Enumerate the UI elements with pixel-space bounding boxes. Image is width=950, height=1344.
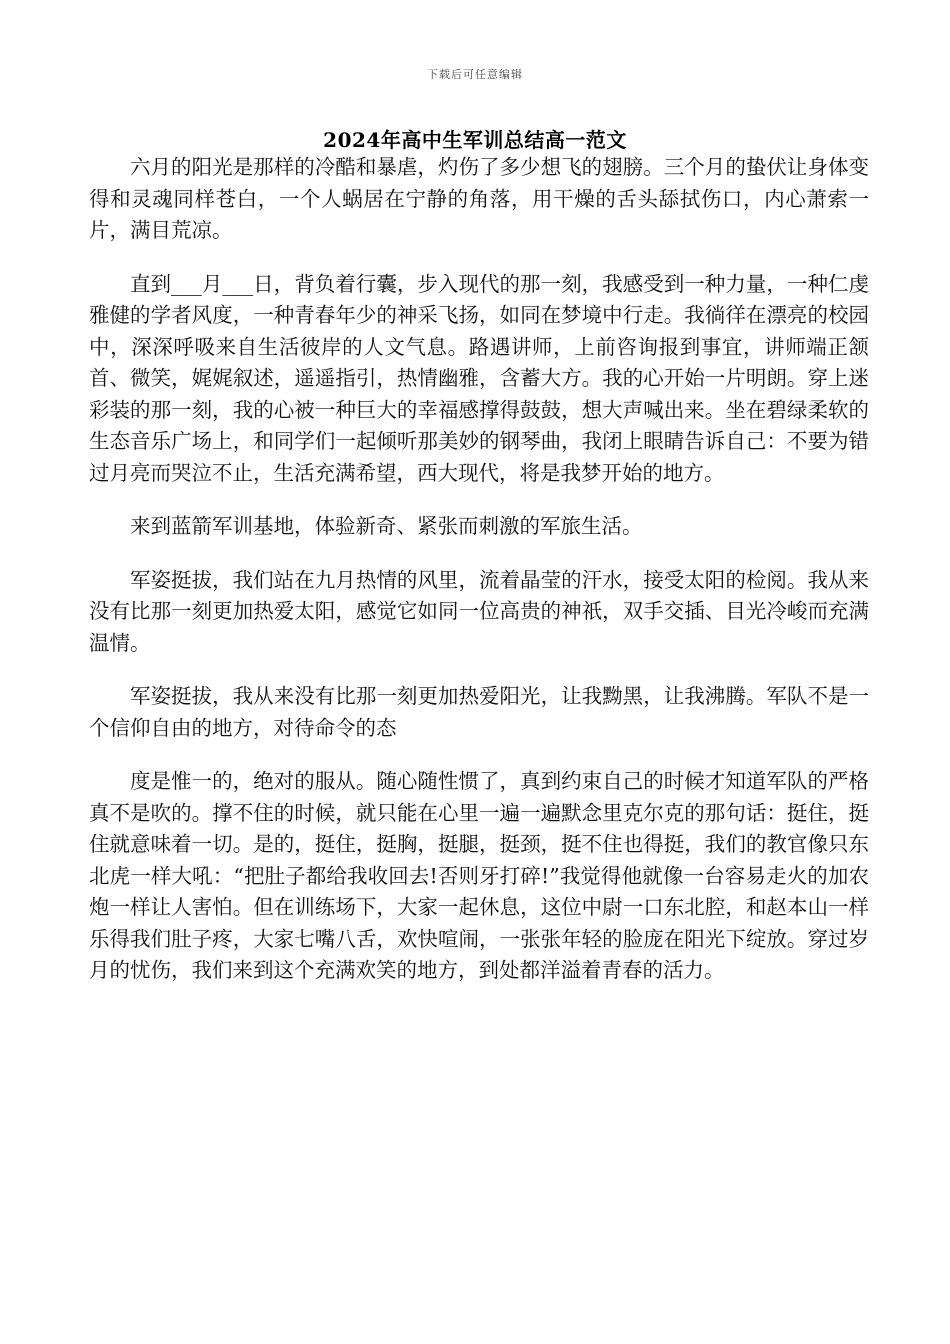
paragraph-5: 军姿挺拔，我从来没有比那一刻更加热爱阳光，让我黝黑，让我沸腾。军队不是一个信仰自由的地方，对待命令的态 — [89, 684, 869, 740]
paragraph-6: 度是惟一的，绝对的服从。随心随性惯了，真到约束自己的时候才知道军队的严格真不是吹的。撑不住的时候，就只能在心里一遍一遍默念里克尔克的那句话：挺住，挺住就意味着一切。是的，挺住，挺胸，挺腿，挺颈，挺不住也得挺，我们的教官像只东北虎一样大吼：“把肚子都给我收回去!否则牙打碎!”我觉得他就像一台容易走火的加农炮一样让人害怕。但在训练场下，大家一起休息，这位中尉一口东北腔，和赵本山一样乐得我们肚子疼，大家七嘴八舌，欢快喧闹，一张张年轻的脸庞在阳光下绽放。穿过岁月的忧伤，我们来到这个充满欢笑的地方，到处都洋溢着青春的活力。 — [89, 769, 869, 982]
paragraph-3: 来到蓝箭军训基地，体验新奇、紧张而刺激的军旅生活。 — [130, 514, 643, 538]
paragraph-2: 直到___月___日，背负着行囊，步入现代的那一刻，我感受到一种力量，一种仁虔雅健的学者风度，一种青春年少的神采飞扬，如同在梦境中行走。我徜徉在漂亮的校园中，深深呼吸来自生活彼岸的人文气息。路遇讲师，上前咨询报到事宜，讲师端正颔首、微笑，娓娓叙述，遥遥指引，热情幽雅，含蓄大方。我的心开始一片明朗。穿上迷彩装的那一刻，我的心被一种巨大的幸福感撑得鼓鼓，想大声喊出来。坐在碧绿柔软的生态音乐广场上，和同学们一起倾听那美妙的钢琴曲，我闭上眼睛告诉自己：不要为错过月亮而哭泣不止，生活充满希望，西大现代，将是我梦开始的地方。 — [89, 271, 869, 485]
document-title: 2024年高中生军训总结高一范文 — [323, 128, 627, 152]
paragraph-4: 军姿挺拔，我们站在九月热情的风里，流着晶莹的汗水，接受太阳的检阅。我从来没有比那一刻更加热爱太阳，感觉它如同一位高贵的神祇，双手交插、目光冷峻而充满温情。 — [89, 567, 869, 655]
header-note: 下载后可任意编辑 — [427, 68, 523, 81]
paragraph-1: 六月的阳光是那样的冷酷和暴虐，灼伤了多少想飞的翅膀。三个月的蛰伏让身体变得和灵魂同样苍白，一个人蜗居在宁静的角落，用干燥的舌头舔拭伤口，内心萧索一片，满目荒凉。 — [89, 155, 869, 242]
document-body — [89, 152, 869, 1009]
